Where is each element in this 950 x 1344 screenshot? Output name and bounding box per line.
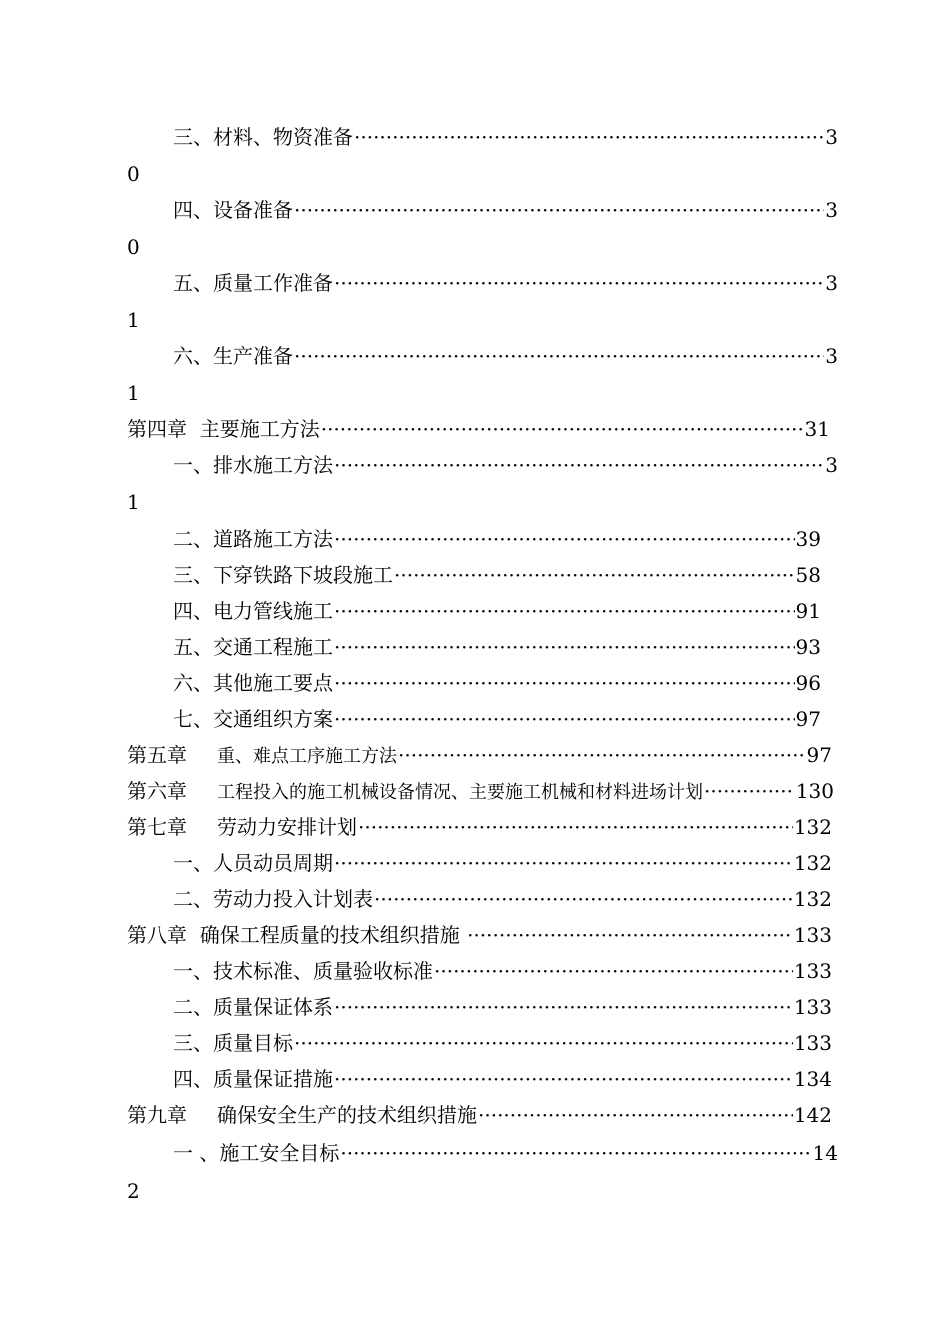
toc-entry-title: 第六章: [127, 779, 187, 803]
toc-entry: [173, 124, 838, 150]
toc-chapter: [127, 778, 834, 806]
toc-entry-title: 第九章: [127, 1103, 187, 1127]
toc-entry-page: 14: [812, 1141, 838, 1165]
toc-leader-dots: [358, 814, 793, 840]
toc-entry-title: 第八章 确保工程质量的技术组织措施: [127, 923, 467, 947]
toc-entry-title: 三、下穿铁路下坡段施工: [173, 563, 393, 587]
toc-entry-title: 四、电力管线施工: [173, 599, 333, 623]
toc-entry-page: 132: [793, 815, 832, 839]
toc-entry: [173, 270, 838, 296]
toc-leader-dots: [334, 526, 795, 552]
toc-leader-dots: [334, 598, 795, 624]
toc-entry-page: 132: [793, 851, 832, 875]
toc-entry-title: 二、质量保证体系: [173, 995, 333, 1019]
toc-entry: [173, 1140, 838, 1166]
toc-entry-page: 130: [795, 779, 834, 803]
toc-entry: [173, 994, 832, 1020]
toc-entry-title: 第五章: [127, 743, 187, 767]
toc-entry-title: 一 、施工安全目标: [173, 1141, 340, 1165]
toc-leader-dots: [294, 1030, 793, 1056]
toc-entry: [173, 886, 832, 912]
toc-entry: [173, 670, 821, 696]
toc-entry-page-wrap: 1: [127, 381, 140, 405]
toc-entry: [173, 634, 821, 660]
toc-entry: [173, 706, 821, 732]
toc-entry-page: 133: [793, 923, 832, 947]
toc-entry: [173, 197, 838, 223]
toc-entry-page: 3: [825, 198, 838, 222]
toc-entry-page: 133: [793, 959, 832, 983]
toc-leader-dots: [478, 1102, 793, 1128]
toc-entry-page-wrap: 1: [127, 308, 140, 332]
toc-entry: [173, 1066, 832, 1092]
toc-entry-page-wrap: 0: [127, 162, 140, 186]
toc-entry-title: 第七章: [127, 815, 187, 839]
toc-entry-title: 五、交通工程施工: [173, 635, 333, 659]
toc-entry-title: 三、材料、物资准备: [173, 125, 353, 149]
toc-entry-page: 91: [795, 599, 821, 623]
toc-entry-page: 3: [825, 344, 838, 368]
toc-entry-page-wrap: 1: [127, 490, 140, 514]
toc-leader-dots: [334, 850, 793, 876]
toc-leader-dots: [334, 452, 824, 478]
toc-chapter: [127, 922, 832, 948]
toc-leader-dots: [394, 562, 795, 588]
toc-entry: [173, 850, 832, 876]
toc-leader-dots: [704, 778, 795, 804]
toc-entry-page: 31: [804, 417, 830, 441]
toc-leader-dots: [294, 343, 824, 369]
toc-leader-dots: [334, 1066, 793, 1092]
toc-entry-page: 3: [825, 453, 838, 477]
toc-entry-title: 六、生产准备: [173, 344, 293, 368]
toc-chapter: [127, 814, 832, 840]
toc-entry-page: 97: [795, 707, 821, 731]
toc-entry-page-wrap: 2: [127, 1179, 140, 1203]
toc-entry-page: 133: [793, 1031, 832, 1055]
toc-leader-dots: [334, 270, 824, 296]
toc-entry-title: 五、质量工作准备: [173, 271, 333, 295]
toc-entry-page: 39: [795, 527, 821, 551]
toc-leader-dots: [340, 1140, 811, 1166]
toc-entry-title: 四、设备准备: [173, 198, 293, 222]
toc-chapter: [127, 742, 832, 770]
toc-entry: [173, 958, 832, 984]
toc-entry-subtitle: 工程投入的施工机械设备情况、主要施工机械和材料进场计划: [217, 782, 703, 803]
toc-entry: [173, 598, 821, 624]
toc-entry-page: 96: [795, 671, 821, 695]
toc-entry: [173, 452, 838, 478]
toc-leader-dots: [467, 922, 793, 948]
toc-chapter: [127, 1102, 832, 1128]
toc-entry-subtitle: 劳动力安排计划: [217, 815, 357, 839]
toc-entry-title: 一、技术标准、质量验收标准: [173, 959, 433, 983]
toc-entry: [173, 343, 838, 369]
toc-leader-dots: [374, 886, 793, 912]
toc-entry-page: 142: [793, 1103, 832, 1127]
toc-entry-title: 第四章 主要施工方法: [127, 417, 320, 441]
toc-leader-dots: [354, 124, 824, 150]
toc-entry-title: 一、人员动员周期: [173, 851, 333, 875]
toc-leader-dots: [398, 742, 806, 768]
toc-entry-page: 93: [795, 635, 821, 659]
toc-entry-subtitle: 重、难点工序施工方法: [217, 746, 397, 767]
toc-leader-dots: [321, 416, 804, 442]
toc-leader-dots: [334, 670, 795, 696]
toc-leader-dots: [434, 958, 793, 984]
toc-entry-title: 四、质量保证措施: [173, 1067, 333, 1091]
toc-entry-page: 3: [825, 271, 838, 295]
toc-entry-page: 132: [793, 887, 832, 911]
toc-entry-title: 三、质量目标: [173, 1031, 293, 1055]
toc-leader-dots: [334, 706, 795, 732]
toc-entry: [173, 562, 821, 588]
toc-entry-title: 七、交通组织方案: [173, 707, 333, 731]
toc-entry: [173, 526, 821, 552]
toc-entry-title: 六、其他施工要点: [173, 671, 333, 695]
toc-entry-page: 133: [793, 995, 832, 1019]
toc-entry-title: 一、排水施工方法: [173, 453, 333, 477]
toc-entry-page: 58: [795, 563, 821, 587]
toc-leader-dots: [334, 994, 793, 1020]
toc-chapter: [127, 416, 830, 442]
toc-entry-page: 3: [825, 125, 838, 149]
toc-entry-page-wrap: 0: [127, 235, 140, 259]
toc-leader-dots: [294, 197, 824, 223]
toc-entry-subtitle: 确保安全生产的技术组织措施: [217, 1103, 477, 1127]
toc-entry: [173, 1030, 832, 1056]
toc-entry-page: 97: [806, 743, 832, 767]
toc-entry-title: 二、劳动力投入计划表: [173, 887, 373, 911]
toc-entry-title: 二、道路施工方法: [173, 527, 333, 551]
toc-entry-page: 134: [793, 1067, 832, 1091]
toc-leader-dots: [334, 634, 795, 660]
